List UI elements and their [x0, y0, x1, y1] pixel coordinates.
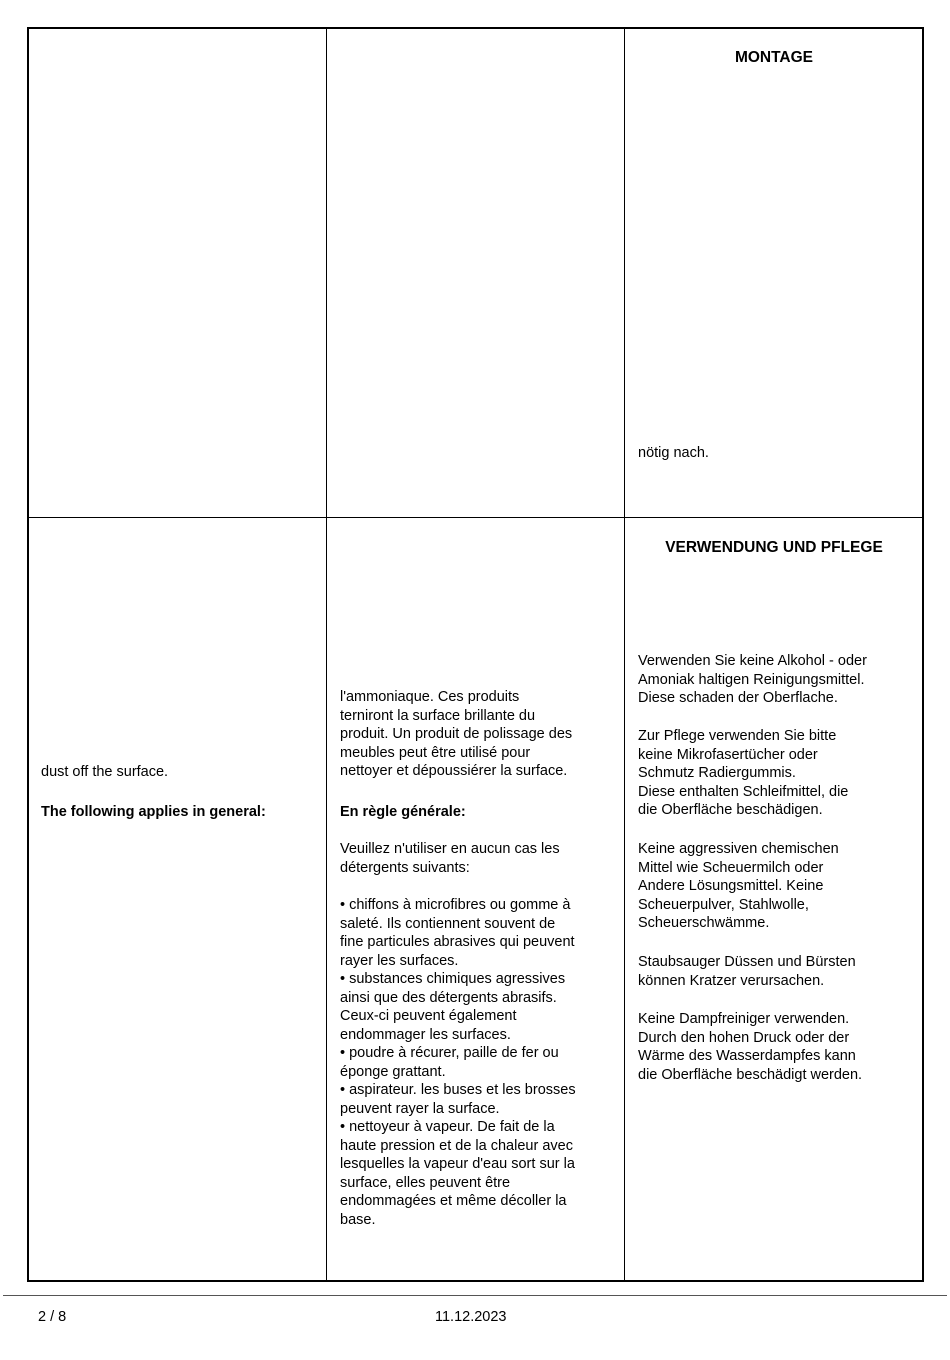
french-general-heading: En règle générale:	[340, 804, 466, 820]
column-divider	[624, 29, 625, 1280]
column-divider	[326, 29, 327, 1280]
german-paragraph-4: Staubsauger Düssen und Bürsten können Kratzer verursachen.	[638, 954, 856, 989]
french-intro: Veuillez n'utiliser en aucun cas les détergents suivants:	[340, 841, 560, 876]
french-paragraph: l'ammoniaque. Ces produits terniront la surface brillante du produit. Un produit de polissage des meubles peut être utilisé pour nettoyer et dépoussiérer la surface.	[340, 689, 573, 779]
german-paragraph-2: Zur Pflege verwenden Sie bitte keine Mikrofasertücher oder Schmutz Radiergummis. Diese enthalten Schleifmittel, die die Oberfläche beschädigen.	[638, 728, 849, 818]
footer-divider	[3, 1295, 947, 1296]
row-divider	[29, 517, 922, 518]
english-general-heading: The following applies in general:	[41, 804, 266, 820]
footer-date: 11.12.2023	[435, 1309, 507, 1325]
german-paragraph-5: Keine Dampfreiniger verwenden. Durch den hohen Druck oder der Wärme des Wasserdampfes kann die Oberfläche beschädigt werden.	[638, 1011, 863, 1083]
section-heading-verwendung: VERWENDUNG UND PFLEGE	[665, 539, 883, 556]
page-number: 2 / 8	[38, 1309, 67, 1325]
english-paragraph: dust off the surface.	[41, 764, 169, 780]
montage-text: nötig nach.	[638, 445, 709, 461]
french-list: • chiffons à microfibres ou gomme à saleté. Ils contiennent souvent de fine particules abrasives qui peuvent rayer les surfaces. • substances chimiques agressives ainsi que des détergents abrasifs. Ceux-ci peuvent également endommager les surfaces. • poudre à récurer, paille de fer ou éponge grattant. • aspirateur. les buses et les brosses peuvent rayer la surface. • nettoyeur à vapeur. De fait de la haute pression et de la chaleur avec lesquelles la vapeur d'eau sort sur la surface, elles peuvent être endommagées et même décoller la base.	[340, 897, 576, 1228]
section-heading-montage: MONTAGE	[734, 49, 814, 66]
german-paragraph-3: Keine aggressiven chemischen Mittel wie Scheuermilch oder Andere Lösungsmittel. Keine Scheuerpulver, Stahlwolle, Scheuerschwämme.	[638, 841, 839, 931]
german-paragraph-1: Verwenden Sie keine Alkohol - oder Amoniak haltigen Reinigungsmittel. Diese schaden der Oberflache.	[638, 653, 867, 706]
